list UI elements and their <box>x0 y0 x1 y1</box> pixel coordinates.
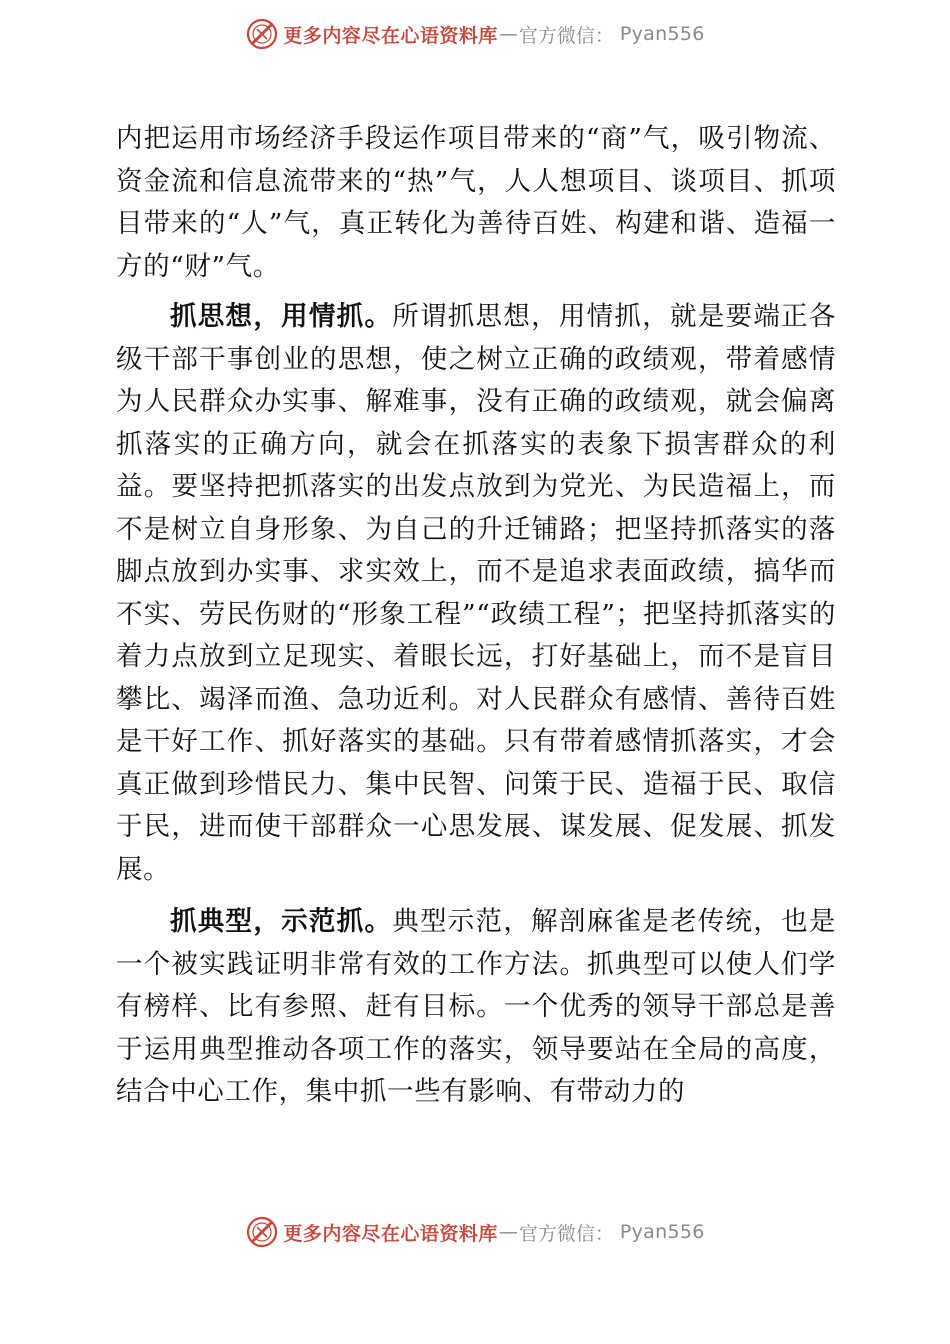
paragraph-typical <box>116 901 836 1114</box>
header-site-name: 更多内容尽在心语资料库 <box>283 24 498 47</box>
paragraph-think <box>116 296 836 891</box>
document-body <box>116 118 836 1114</box>
header-wechat-id: Pyan556 <box>619 23 705 45</box>
footer-site-name: 更多内容尽在心语资料库 <box>283 1222 498 1245</box>
footer-separator: — <box>498 1221 518 1243</box>
paragraph-text-typical: 典型示范，解剖麻雀是老传统，也是一个被实践证明非常有效的工作方法。抓典型可以使人们学有榜样、比有参照、赶有目标。一个优秀的领导干部总是善于运用典型推动各项工作的落实，领导要站在全局的高度，结合中心工作，集中抓一些有影响、有带动力的 <box>116 906 836 1107</box>
paragraph-heading-think: 抓思想，用情抓。 <box>170 301 393 332</box>
header-wechat-label: 官方微信： <box>518 24 614 47</box>
header-banner <box>0 14 950 54</box>
footer-text <box>283 1219 704 1246</box>
footer-banner <box>0 1212 950 1252</box>
paragraph-text-think: 所谓抓思想，用情抓，就是要端正各级干部干事创业的思想，使之树立正确的政绩观，带着感情为人民群众办实事、解难事，没有正确的政绩观，就会偏离抓落实的正确方向，就会在抓落实的表象下损害群众的利益。要坚持把抓落实的出发点放到为党光、为民造福上，而不是树立自身形象、为自己的升迁铺路；把坚持抓落实的落脚点放到办实事、求实效上，而不是追求表面政绩，搞华而不实、劳民伤财的“形象工程”“政绩工程”；把坚持抓落实的着力点放到立足现实、着眼长远，打好基础上，而不是盲目攀比、竭泽而渔、急功近利。对人民群众有感情、善待百姓是干好工作、抓好落实的基础。只有带着感情抓落实，才会真正做到珍惜民力、集中民智、问策于民、造福于民、取信于民，进而使干部群众一心思发展、谋发展、促发展、抓发展。 <box>116 301 836 885</box>
paragraph-continuation: 内把运用市场经济手段运作项目带来的“商”气，吸引物流、资金流和信息流带来的“热”气，人人想项目、谈项目、抓项目带来的“人”气，真正转化为善待百姓、构建和谐、造福一方的“财”气。 <box>116 123 836 282</box>
header-text <box>283 21 704 48</box>
footer-wechat-id: Pyan556 <box>619 1221 705 1243</box>
seal-logo-icon <box>245 1215 279 1249</box>
seal-logo-icon <box>245 17 279 51</box>
header-separator: — <box>498 23 518 45</box>
paragraph-heading-typical: 抓典型，示范抓。 <box>170 906 393 937</box>
footer-wechat-label: 官方微信： <box>518 1222 614 1245</box>
